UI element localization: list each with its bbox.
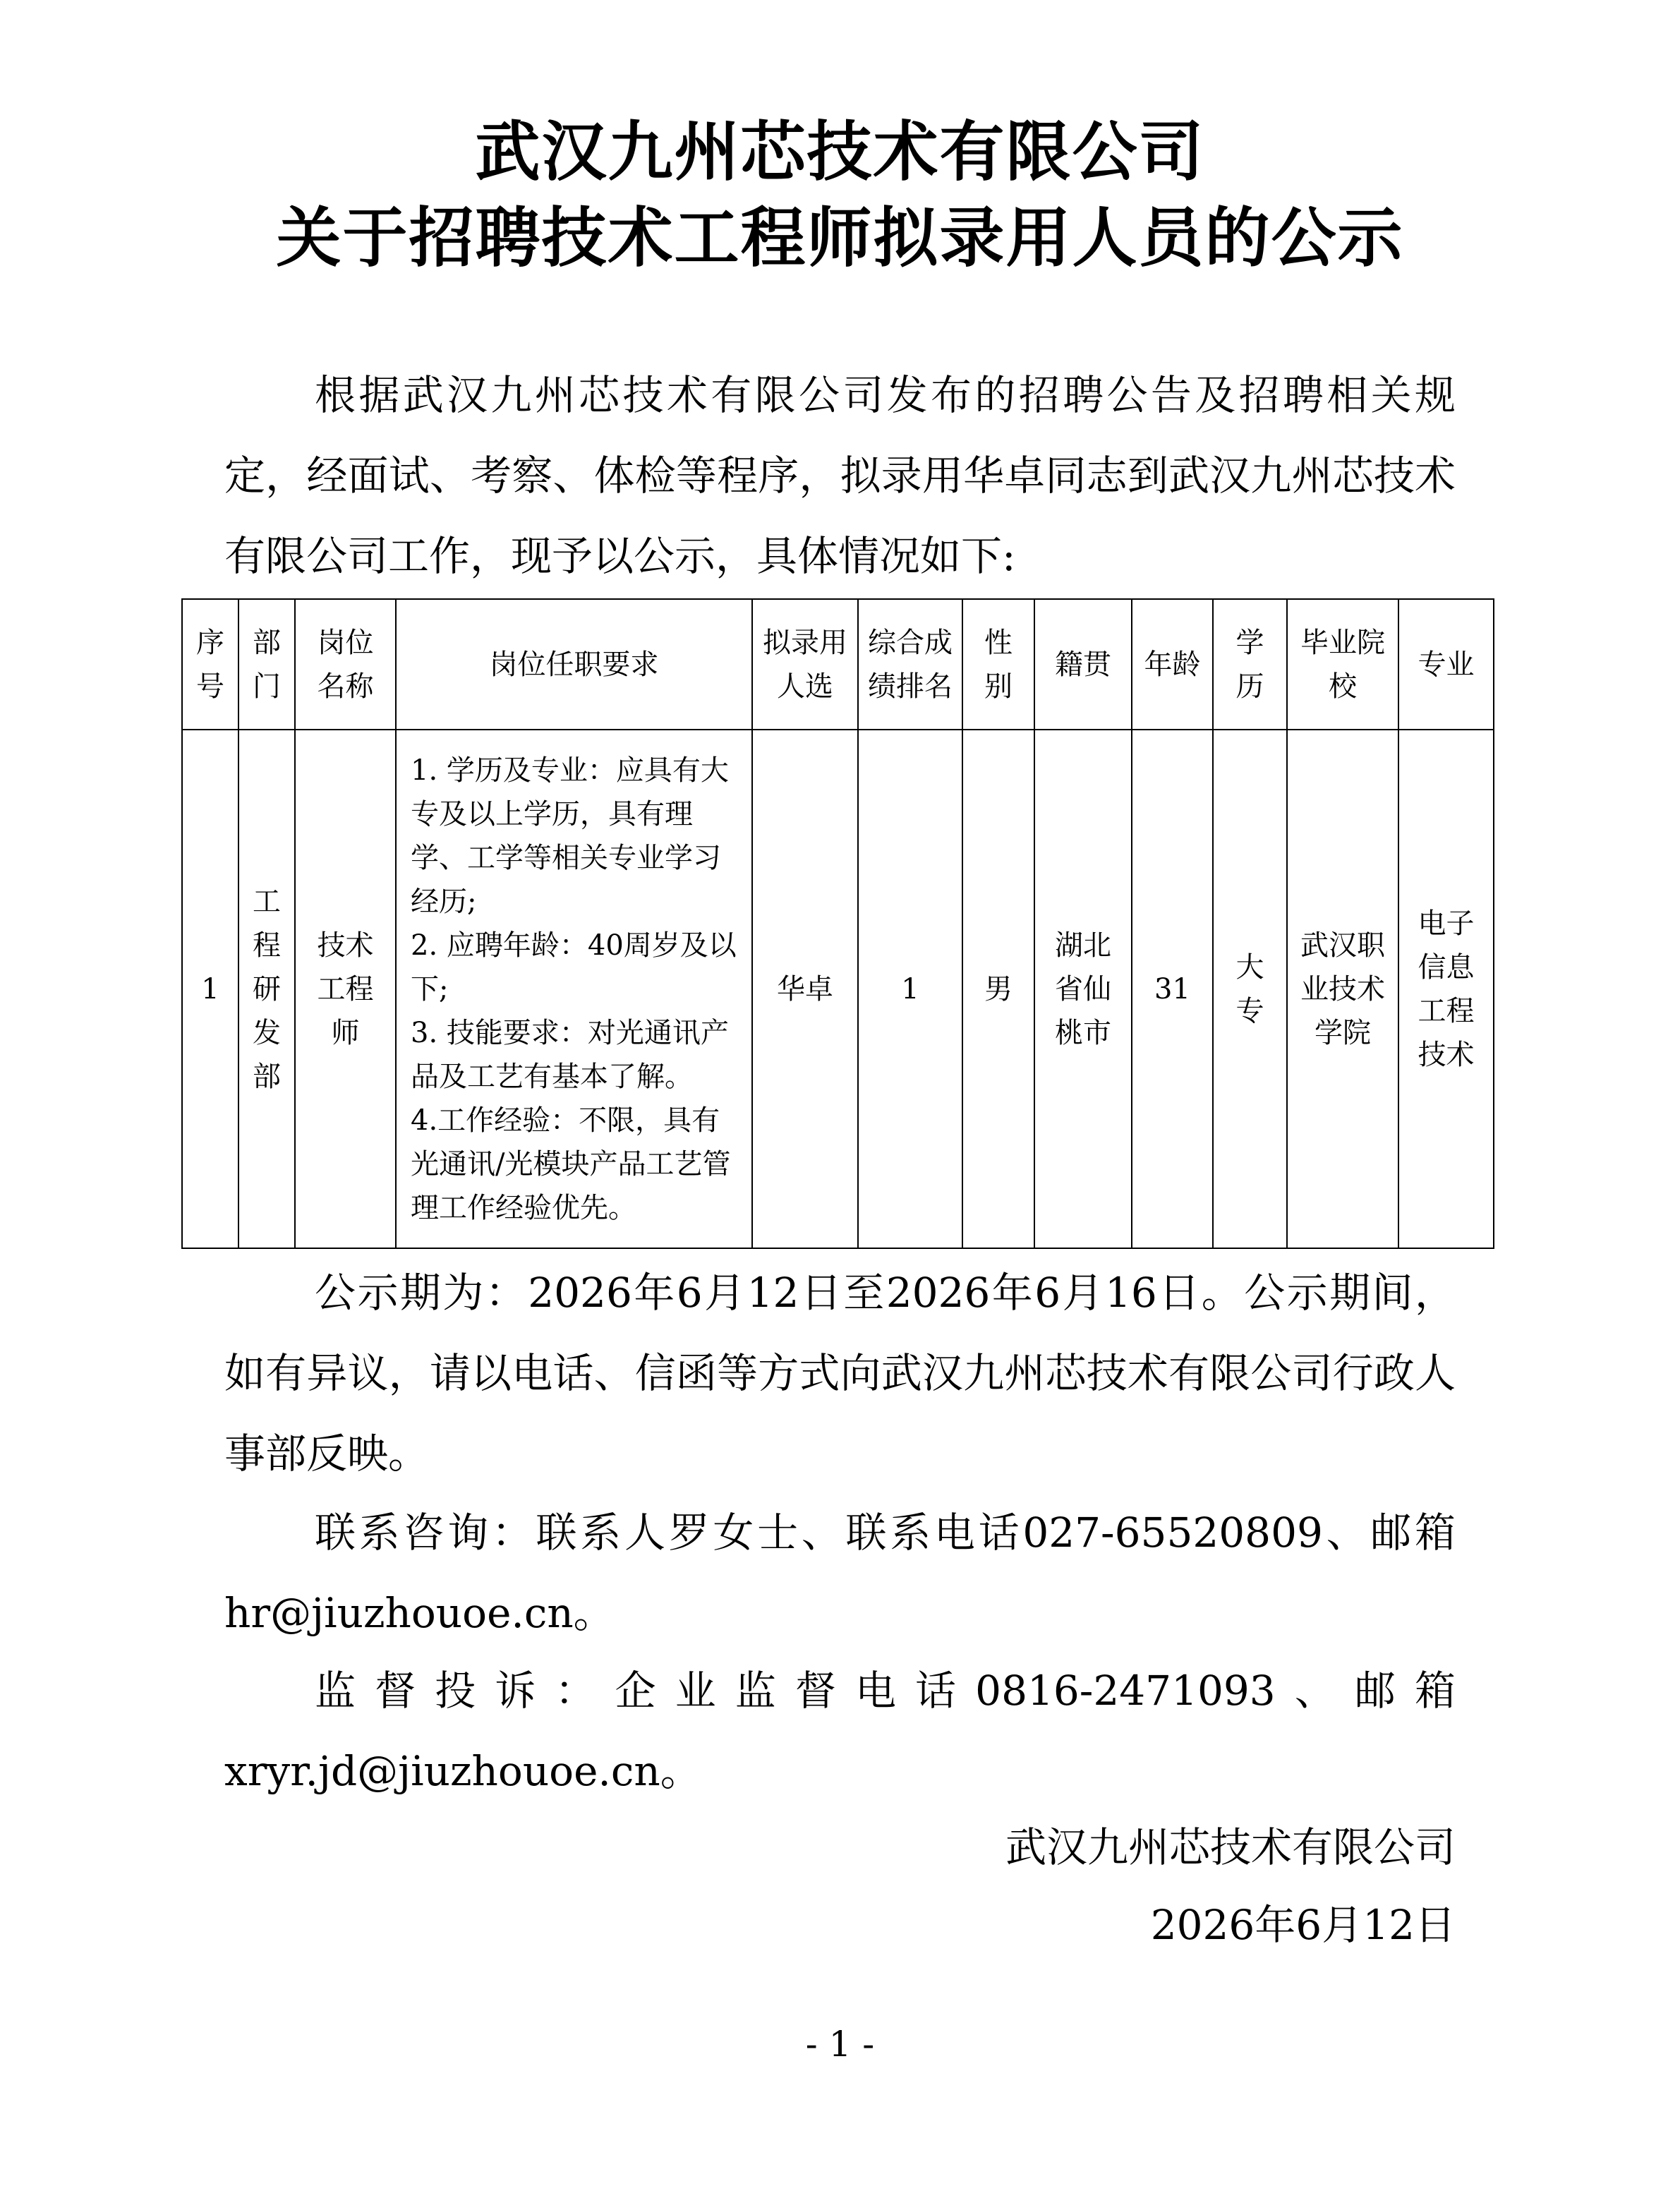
cell-index: 1	[182, 730, 238, 1248]
header-department: 部门	[238, 599, 295, 730]
cell-gender: 男	[962, 730, 1034, 1248]
cell-position: 技术工程师	[295, 730, 396, 1248]
cell-candidate: 华卓	[752, 730, 858, 1248]
header-index: 序号	[182, 599, 238, 730]
table-row	[182, 730, 1494, 1248]
candidate-table	[181, 598, 1494, 1249]
cell-age: 31	[1132, 730, 1213, 1248]
intro-paragraph: 根据武汉九州芯技术有限公司发布的招聘公告及招聘相关规定，经面试、考察、体检等程序，拟录用华卓同志到武汉九州芯技术有限公司工作，现予以公示，具体情况如下:	[224, 371, 1456, 580]
cell-major: 电子信息工程技术	[1398, 730, 1494, 1248]
cell-education: 大专	[1213, 730, 1287, 1248]
cell-requirements: 1. 学历及专业：应具有大专及以上学历，具有理学、工学等相关专业学习经历; 2. 应聘年龄：40周岁及以下; 3. 技能要求：对光通讯产品及工艺有基本了解。 4.工作经验：不限，具有光通讯/光模块产品工艺管理工作经验优先。	[396, 730, 752, 1248]
page-number: - 1 -	[805, 2024, 875, 2065]
cell-school: 武汉职业技术学院	[1287, 730, 1398, 1248]
header-school: 毕业院校	[1287, 599, 1398, 730]
document-title-line-2: 关于招聘技术工程师拟录用人员的公示	[276, 200, 1404, 276]
signature-company: 武汉九州芯技术有限公司	[1005, 1823, 1456, 1871]
header-position: 岗位名称	[295, 599, 396, 730]
header-rank: 综合成绩排名	[858, 599, 962, 730]
header-requirements: 岗位任职要求	[396, 599, 752, 730]
cell-rank: 1	[858, 730, 962, 1248]
signature-date: 2026年6月12日	[1150, 1901, 1456, 1949]
header-education: 学历	[1213, 599, 1287, 730]
cell-origin: 湖北省仙桃市	[1034, 730, 1132, 1248]
document-title-line-1: 武汉九州芯技术有限公司	[475, 114, 1205, 190]
header-gender: 性别	[962, 599, 1034, 730]
supervision-paragraph: 监督投诉：企业监督电话0816-2471093、邮箱xryr.jd@jiuzhouoe.cn。	[224, 1667, 1456, 1795]
header-origin: 籍贯	[1034, 599, 1132, 730]
header-major: 专业	[1398, 599, 1494, 730]
table-header-row	[182, 599, 1494, 730]
header-candidate: 拟录用人选	[752, 599, 858, 730]
header-age: 年龄	[1132, 599, 1213, 730]
cell-department: 工程研发部	[238, 730, 295, 1248]
contact-paragraph: 联系咨询：联系人罗女士、联系电话027-65520809、邮箱hr@jiuzhouoe.cn。	[224, 1509, 1456, 1637]
publicity-period-paragraph: 公示期为：2026年6月12日至2026年6月16日。公示期间，如有异议，请以电话、信函等方式向武汉九州芯技术有限公司行政人事部反映。	[224, 1269, 1456, 1478]
